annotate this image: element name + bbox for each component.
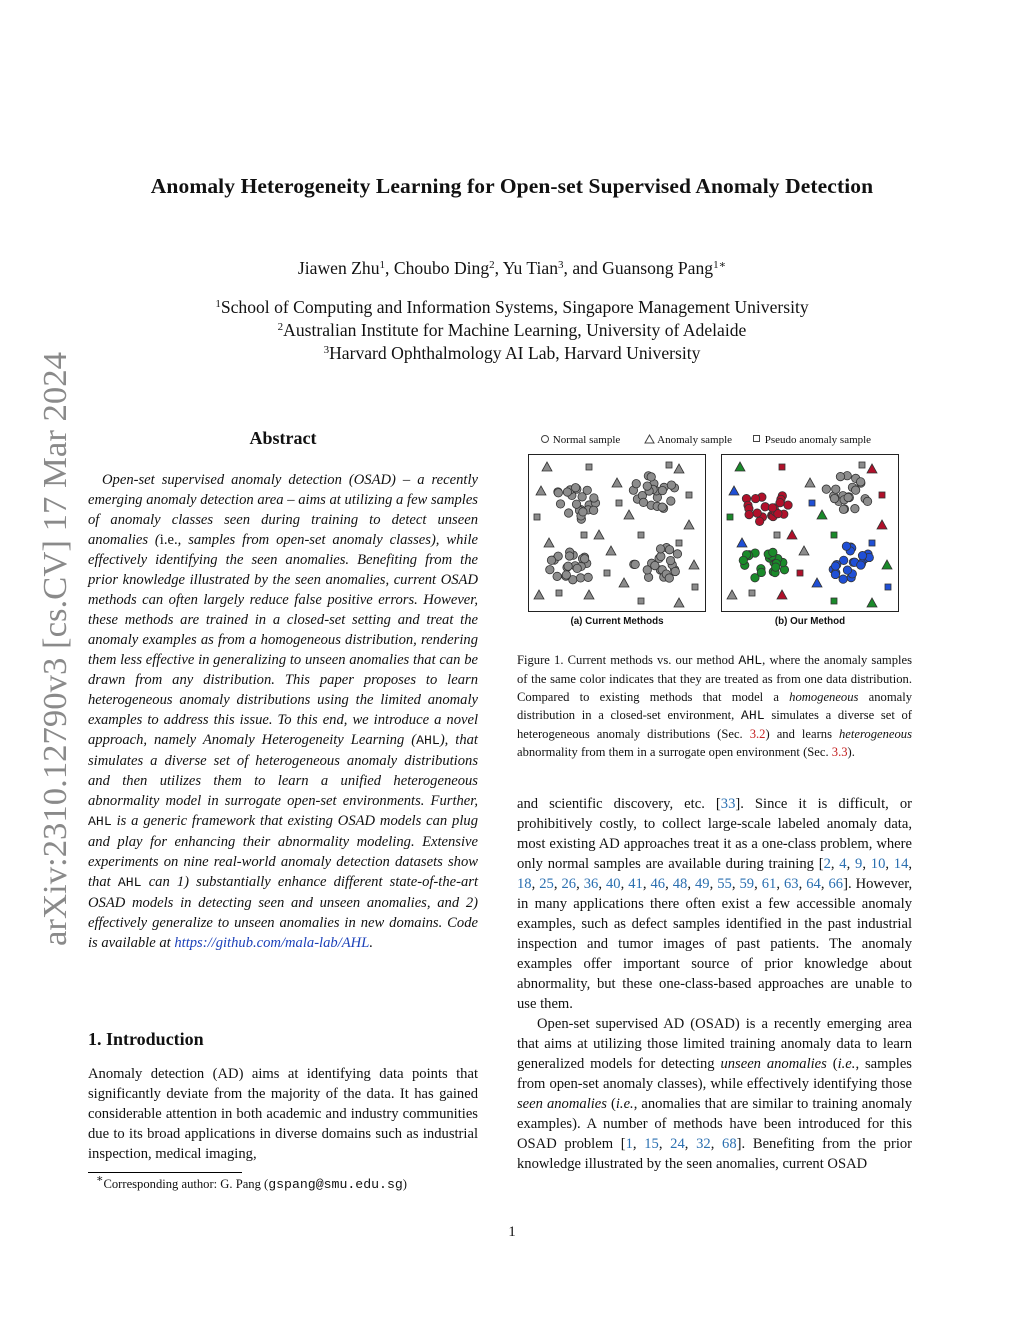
body-emphasis: i.e. (615, 1096, 634, 1112)
anomaly-sample-point (805, 478, 815, 487)
normal-sample-point (590, 494, 598, 502)
anomaly-sample-point (812, 578, 822, 587)
normal-sample-point (851, 504, 859, 512)
affiliation-text: Harvard Ophthalmology AI Lab, Harvard University (329, 343, 701, 363)
right-paragraph-2 (517, 1014, 912, 1174)
citation-link[interactable]: 10 (870, 856, 886, 872)
author-name: , Choubo Ding (385, 258, 490, 278)
anomaly-sample-point (542, 462, 552, 471)
body-text: Open-set supervised AD (OSAD) is a recently emerging area that aims at utilizing those limited training anomaly data to learn generalized models for detecting (517, 1016, 912, 1072)
normal-sample-point (647, 473, 655, 481)
citation-link[interactable]: 41 (628, 876, 643, 892)
normal-sample-point (546, 565, 554, 573)
citation-link[interactable]: 66 (828, 876, 844, 892)
figure-caption (517, 651, 912, 761)
citation-link[interactable]: 68 (722, 1136, 737, 1152)
footnote (96, 1173, 407, 1192)
caption-text: , where the anomaly samples of the same color indicates that they are treated as from one data distribution. Compared to existing methods that model a (517, 653, 912, 704)
author-list (60, 258, 964, 279)
caption-text: abnormality from them in a surrogate open environment (Sec. (517, 745, 832, 759)
figure-legend (540, 434, 900, 452)
author-name: , Yu Tian (494, 258, 559, 278)
intro-paragraph: Anomaly detection (AD) aims at identifying data points that significantly deviate from the majority of the data. It has gained considerable attention in both academic and industry communities due to its broad applications in diverse domains such as industrial inspection, medical imaging, (88, 1066, 478, 1162)
normal-sample-point (547, 556, 555, 564)
anomaly-sample-point (684, 520, 694, 529)
citation-link[interactable]: 2 (823, 856, 831, 872)
normal-sample-point (565, 552, 573, 560)
body-text: and scientific discovery, etc. [ (517, 796, 721, 812)
normal-sample-point (822, 485, 830, 493)
pseudo-anomaly-point (831, 598, 837, 604)
normal-sample-point (656, 545, 664, 553)
body-text: ]. Benefiting from the prior knowledge illustrated by the seen anomalies, current OSAD (517, 1136, 913, 1172)
body-text: ]. However, in many applications there often exist a few accessible anomaly examples, such as defect samples identified in the past industrial inspection and tumor images of past patients. The anomaly examples offer important source of prior knowledge about abnormality, but these one-class-based approaches are unable to use them. (517, 876, 913, 1012)
anomaly-sample-point (867, 464, 877, 473)
legend-label: Pseudo anomaly sample (764, 434, 872, 446)
body-text: ]. Since it is difficult, or prohibitively costly, to collect large-scale labeled anomaly data, most existing AD approaches treat it as a one-class problem, where only normal samples are available during training [ (517, 796, 912, 872)
pseudo-anomaly-point (727, 514, 733, 520)
anomaly-sample-point (624, 510, 634, 519)
normal-sample-point (858, 551, 866, 559)
body-text: ( (826, 1056, 838, 1072)
legend-pseudo (752, 434, 871, 446)
pseudo-anomaly-point (604, 570, 610, 576)
anomaly-sample-point (544, 538, 554, 547)
anomaly-sample-point (737, 538, 747, 547)
citation-link[interactable]: 36 (583, 876, 599, 892)
anomaly-sample-point (674, 598, 684, 607)
method-name: AHL (738, 653, 763, 668)
pseudo-anomaly-point (586, 464, 592, 470)
scatter-plot-ours (722, 455, 898, 611)
anomaly-sample-point (674, 464, 684, 473)
normal-sample-point (831, 562, 839, 570)
footnote-mark: ∗ (96, 1173, 104, 1185)
author-affil-mark: 1∗ (713, 259, 727, 271)
anomaly-sample-point (799, 546, 809, 555)
anomaly-sample-point (777, 590, 787, 599)
anomaly-sample-point (727, 590, 737, 599)
anomaly-sample-point (787, 530, 797, 539)
normal-sample-point (839, 505, 847, 513)
page-number: 1 (508, 1224, 516, 1240)
pseudo-anomaly-point (749, 590, 755, 596)
author-name: Jiawen Zhu (297, 258, 380, 278)
normal-sample-point (665, 546, 673, 554)
body-emphasis: unseen anomalies (720, 1056, 827, 1072)
pseudo-anomaly-point (885, 584, 891, 590)
normal-sample-point (578, 493, 586, 501)
pseudo-anomaly-point (859, 462, 865, 468)
affiliation-mark: 3 (323, 344, 330, 356)
caption-emphasis: homogeneous (789, 690, 859, 704)
normal-sample-point (658, 503, 666, 511)
method-name: AHL (740, 708, 765, 723)
citation-link[interactable]: 32 (696, 1136, 711, 1152)
normal-sample-point (632, 480, 640, 488)
panel-label-current: (a) Current Methods (570, 616, 664, 627)
citation-link[interactable]: 55 (717, 876, 732, 892)
abstract-text: can 1) substantially enhance different state-of-the-art OSAD models in detecting seen and unseen anomalies, and 2) effectively generalize to unseen anomalies in new domains. Code is available at (88, 874, 478, 951)
citation-list: 2, 4, 9, 10, 14, 18, 25, 26, 36, 40, 41, 46, 48, 49, 55, 59, 61, 63, 64, 66 (517, 856, 913, 892)
normal-sample-point (772, 563, 780, 571)
pseudo-anomaly-point (809, 500, 815, 506)
normal-sample-point (643, 566, 651, 574)
pseudo-anomaly-point (774, 532, 780, 538)
author-affil-mark: 3 (558, 259, 564, 271)
normal-sample-point (776, 499, 784, 507)
body-text: , anomalies that are similar to training anomaly examples). A number of methods have been introduced for this OSAD problem [ (517, 1096, 912, 1152)
normal-sample-point (579, 508, 587, 516)
legend-normal (540, 434, 620, 446)
anomaly-sample-point (735, 462, 745, 471)
normal-sample-point (576, 574, 584, 582)
circle-icon (540, 434, 550, 444)
normal-sample-point (639, 498, 647, 506)
triangle-icon (644, 434, 655, 444)
normal-sample-point (573, 564, 581, 572)
normal-sample-point (562, 571, 570, 579)
normal-sample-point (667, 497, 675, 505)
citation-list: 1, 15, 24, 32, 68 (625, 1136, 737, 1152)
citation-link[interactable]: 64 (806, 876, 821, 892)
footnote-text: Corresponding author: G. Pang ( (103, 1177, 269, 1191)
normal-sample-point (673, 550, 681, 558)
affiliation (60, 297, 964, 318)
abstract-text: , samples from open-set anomaly classes), while effectively identifying the seen anomalies. Benefiting from the prior knowledge illustrated by the seen anomalies, current OSAD methods can often largely reduce false positive errors. However, these methods are trained in a closed-set setting and treat the anomaly examples as from a homogeneous distribution, rendering them less effective in generalizing to unseen anomalies that can be drawn from any distribution. This paper proposes to learn heterogeneous anomaly distributions using the limited anomaly examples to address this issue. To this end, we introduce a novel approach, namely Anomaly Heterogeneity Learning ( (88, 532, 478, 748)
method-name: AHL (416, 733, 440, 748)
author-email[interactable]: gspang@smu.edu.sg (268, 1177, 403, 1192)
author-name: , and Guansong Pang (563, 258, 714, 278)
normal-sample-point (571, 483, 579, 491)
normal-sample-point (844, 493, 852, 501)
caption-text: Figure 1. Current methods vs. our method (517, 653, 739, 667)
normal-sample-point (753, 509, 761, 517)
pseudo-anomaly-point (797, 570, 803, 576)
normal-sample-point (784, 501, 792, 509)
normal-sample-point (584, 573, 592, 581)
normal-sample-point (658, 486, 666, 494)
normal-sample-point (857, 561, 865, 569)
normal-sample-point (832, 485, 840, 493)
figure-panel-current (528, 454, 706, 612)
intro-heading: 1. Introduction (88, 1029, 204, 1049)
right-paragraph-1 (517, 794, 912, 1014)
normal-sample-point (580, 555, 588, 563)
section-ref-link[interactable]: 3.2 (749, 727, 766, 741)
normal-sample-point (643, 482, 651, 490)
normal-sample-point (757, 568, 765, 576)
arxiv-stamp-text: arXiv:2310.12790v3 [cs.CV] 17 Mar 2024 (37, 364, 74, 946)
caption-text: ) and learns (765, 727, 839, 741)
code-link[interactable]: https://github.com/mala-lab/AHL (174, 935, 370, 951)
normal-sample-point (563, 488, 571, 496)
paper-title: Anomaly Heterogeneity Learning for Open-set Supervised Anomaly Detection (150, 174, 874, 198)
anomaly-sample-point (882, 560, 892, 569)
normal-sample-point (769, 548, 777, 556)
pseudo-anomaly-point (534, 514, 540, 520)
panel-label-ours: (b) Our Method (774, 616, 846, 627)
normal-sample-point (755, 517, 763, 525)
normal-sample-point (564, 509, 572, 517)
pseudo-anomaly-point (686, 492, 692, 498)
normal-sample-point (572, 500, 580, 508)
pseudo-anomaly-point (869, 540, 875, 546)
normal-sample-point (553, 572, 561, 580)
normal-sample-point (830, 494, 838, 502)
body-text: ( (606, 1096, 616, 1112)
normal-sample-point (671, 567, 679, 575)
normal-sample-point (589, 506, 597, 514)
figure-panel-ours (721, 454, 899, 612)
anomaly-sample-point (534, 590, 544, 599)
pseudo-anomaly-point (638, 598, 644, 604)
normal-sample-point (667, 481, 675, 489)
footnote-rule (88, 1172, 242, 1173)
citation-link[interactable]: 49 (695, 876, 710, 892)
affiliation-text: School of Computing and Information Systems, Singapore Management University (220, 297, 809, 317)
citation-link[interactable]: 48 (672, 876, 688, 892)
pseudo-anomaly-point (831, 532, 837, 538)
anomaly-sample-point (817, 510, 827, 519)
pseudo-anomaly-point (638, 532, 644, 538)
anomaly-sample-point (584, 590, 594, 599)
citation-link[interactable]: 40 (606, 876, 621, 892)
normal-sample-point (739, 556, 747, 564)
normal-sample-point (554, 489, 562, 497)
normal-sample-point (666, 556, 674, 564)
footnote-text: ) (402, 1177, 407, 1191)
normal-sample-point (768, 504, 776, 512)
author-affil-mark: 1 (379, 259, 386, 271)
normal-sample-point (644, 573, 652, 581)
legend-label: Normal sample (552, 434, 621, 446)
normal-sample-point (856, 478, 864, 486)
anomaly-sample-point (536, 486, 546, 495)
square-icon (752, 434, 762, 444)
normal-sample-point (839, 575, 847, 583)
scatter-plot-current (529, 455, 705, 611)
caption-text: anomaly distribution in a closed-set environment, (517, 690, 913, 722)
pseudo-anomaly-point (779, 464, 785, 470)
pseudo-anomaly-point (879, 492, 885, 498)
caption-text: ). (847, 745, 855, 759)
affiliation-mark: 2 (277, 321, 284, 333)
pseudo-anomaly-point (666, 462, 672, 468)
citation-link[interactable]: 59 (739, 876, 755, 892)
normal-sample-point (863, 497, 871, 505)
abstract-text: . (369, 935, 373, 951)
citation-link[interactable]: 33 (720, 796, 736, 812)
abstract-body (88, 470, 478, 953)
normal-sample-point (851, 486, 859, 494)
anomaly-sample-point (594, 530, 604, 539)
arxiv-stamp (14, 350, 76, 946)
normal-sample-point (556, 500, 564, 508)
citation-link[interactable]: 24 (670, 1136, 685, 1152)
pseudo-anomaly-point (692, 584, 698, 590)
abstract-text: Open-set supervised anomaly detection (OSAD) – a recently emerging anomaly detection area – aims at utilizing a few samples of anomaly classes seen during training to detect unseen anomalies ( (88, 472, 478, 548)
citation-link[interactable]: 4 (839, 856, 847, 872)
pseudo-anomaly-point (676, 540, 682, 546)
citation-link[interactable]: 18 (517, 876, 532, 892)
citation-link[interactable]: 25 (539, 876, 554, 892)
anomaly-sample-point (689, 560, 699, 569)
affiliation-mark: 1 (215, 298, 221, 310)
citation-link[interactable]: 1 (625, 1136, 633, 1152)
normal-sample-point (657, 552, 665, 560)
affiliation (60, 343, 964, 364)
affiliation (60, 320, 964, 341)
anomaly-sample-point (606, 546, 616, 555)
abstract-text: is a generic framework that existing OSAD models can plug and play for enhancing their abnormality modeling. Extensive experiments on nine real-world anomaly detection datasets show that (88, 813, 478, 890)
legend-label: Anomaly sample (657, 434, 733, 446)
citation-link[interactable]: 26 (561, 876, 577, 892)
body-text: , samples from open-set anomaly classes), while effectively identifying those (517, 1056, 912, 1092)
abstract-text: ), that simulates a diverse set of heterogeneous anomaly distributions and then utilizes them to learn a unified heterogeneous abnormality model in surrogate open-set environments. Further, (88, 732, 478, 809)
citation-link[interactable]: 46 (650, 876, 666, 892)
normal-sample-point (631, 560, 639, 568)
anomaly-sample-point (867, 598, 877, 607)
normal-sample-point (842, 542, 850, 550)
method-name: AHL (117, 875, 142, 890)
caption-text: simulates a diverse set of heterogeneous anomaly distributions (Sec. (517, 708, 912, 741)
anomaly-sample-point (729, 486, 739, 495)
normal-sample-point (665, 574, 673, 582)
abstract-text: i.e. (159, 532, 178, 548)
normal-sample-point (843, 566, 851, 574)
citation-link[interactable]: 61 (761, 876, 777, 892)
abstract-heading: Abstract (249, 428, 317, 448)
citation-link[interactable]: 63 (784, 876, 799, 892)
anomaly-sample-point (612, 478, 622, 487)
section-ref-link[interactable]: 3.3 (831, 745, 848, 759)
normal-sample-point (836, 472, 844, 480)
author-affil-mark: 2 (489, 259, 495, 271)
pseudo-anomaly-point (556, 590, 562, 596)
body-emphasis: i.e. (837, 1056, 856, 1072)
affiliation-text: Australian Institute for Machine Learning, University of Adelaide (283, 320, 747, 340)
normal-sample-point (564, 562, 572, 570)
caption-emphasis: heterogeneous (839, 727, 912, 741)
normal-sample-point (831, 570, 839, 578)
legend-anomaly (644, 434, 732, 446)
anomaly-sample-point (619, 578, 629, 587)
normal-sample-point (751, 494, 759, 502)
citation-link[interactable]: 14 (893, 856, 909, 872)
pseudo-anomaly-point (581, 532, 587, 538)
method-name: AHL (88, 814, 112, 829)
anomaly-sample-point (877, 520, 887, 529)
citation-link[interactable]: 9 (855, 856, 863, 872)
pseudo-anomaly-point (616, 500, 622, 506)
citation-link[interactable]: 15 (644, 1136, 659, 1152)
body-emphasis: seen anomalies (517, 1096, 607, 1112)
normal-sample-point (745, 510, 753, 518)
